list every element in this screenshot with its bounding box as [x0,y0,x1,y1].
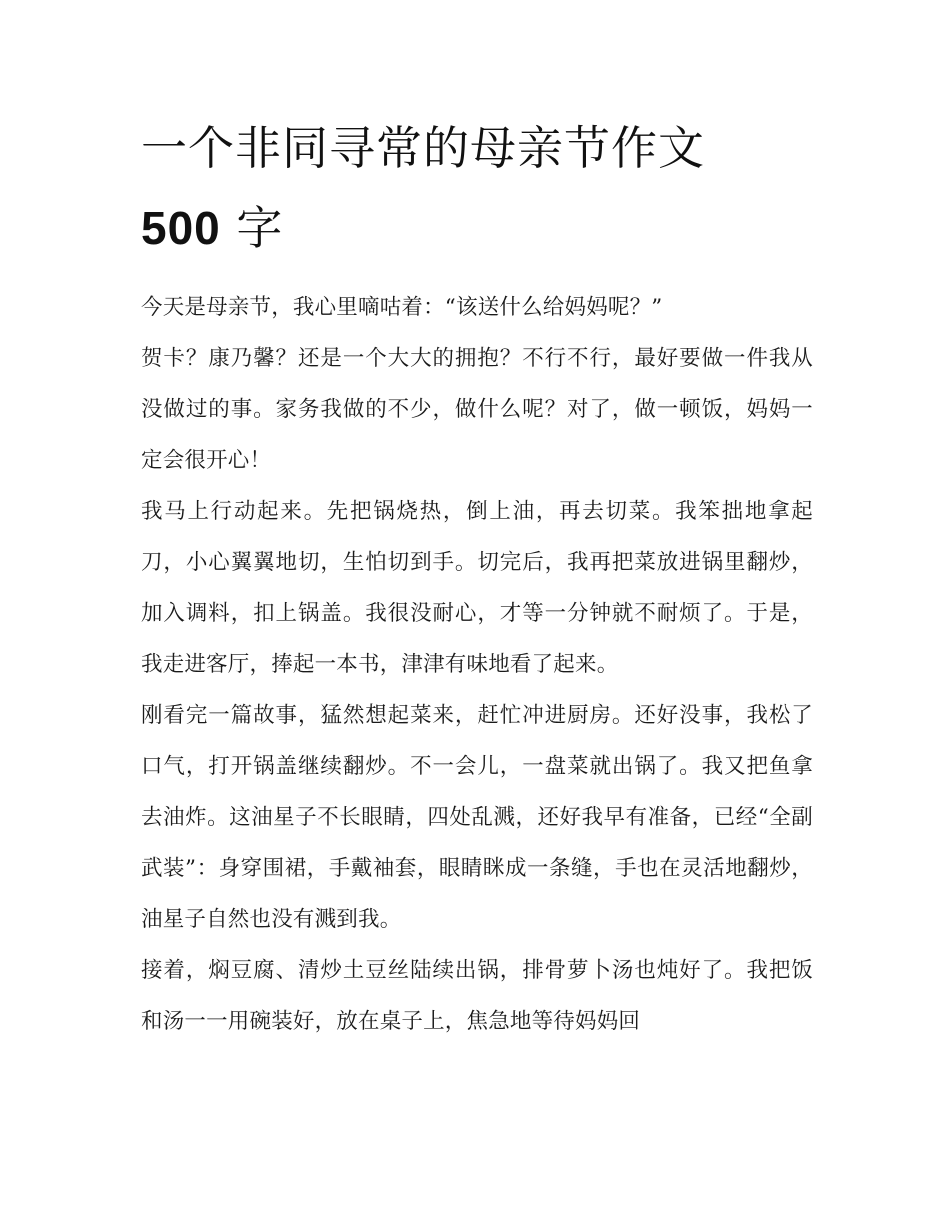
essay-body [141,282,813,1047]
title-number: 500 [141,202,221,254]
paragraph-4: 刚看完一篇故事，猛然想起菜来，赶忙冲进厨房。还好没事，我松了口气，打开锅盖继续翻炒。不一会儿，一盘菜就出锅了。我又把鱼拿去油炸。这油星子不长眼睛，四处乱溅，还好我早有准备，已经“全副武装”：身穿围裙，手戴袖套，眼睛眯成一条缝，手也在灵活地翻炒，油星子自然也没有溅到我。 [141,703,813,932]
paragraph-3: 我马上行动起来。先把锅烧热，倒上油，再去切菜。我笨拙地拿起刀，小心翼翼地切，生怕切到手。切完后，我再把菜放进锅里翻炒，加入调料，扣上锅盖。我很没耐心，才等一分钟就不耐烦了。于是，我走进客厅，捧起一本书，津津有味地看了起来。 [141,499,813,677]
document-title [141,108,813,268]
document-page [141,108,813,1047]
paragraph-1: 今天是母亲节，我心里嘀咕着：“该送什么给妈妈呢？” [141,295,663,320]
paragraph-2: 贺卡？康乃馨？还是一个大大的拥抱？不行不行，最好要做一件我从没做过的事。家务我做的不少，做什么呢？对了，做一顿饭，妈妈一定会很开心！ [141,346,813,473]
title-line-1: 一个非同寻常的母亲节作文 [141,121,705,175]
paragraph-5: 接着，焖豆腐、清炒土豆丝陆续出锅，排骨萝卜汤也炖好了。我把饭和汤一一用碗装好，放在桌子上，焦急地等待妈妈回 [141,958,813,1034]
title-suffix: 字 [220,201,284,255]
